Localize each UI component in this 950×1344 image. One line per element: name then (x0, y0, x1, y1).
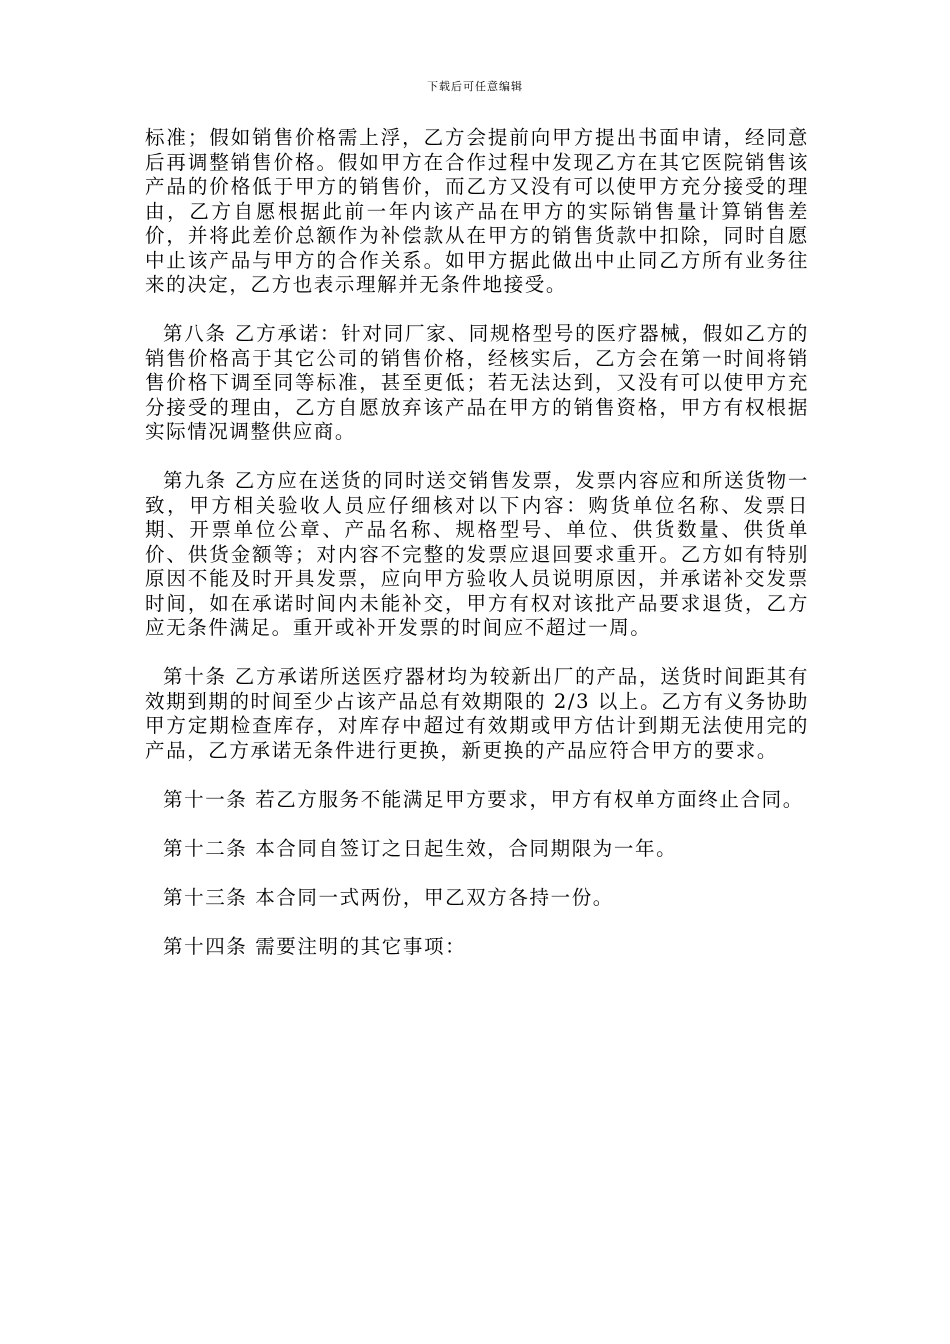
paragraph-article-14: 第十四条 需要注明的其它事项： (163, 934, 467, 958)
page-header: 下载后可任意编辑 (427, 80, 523, 93)
paragraph-article-8: 第八条 乙方承诺：针对同厂家、同规格型号的医疗器械，假如乙方的销售价格高于其它公司的销售价格，经核实后，乙方会在第一时间将销售价格下调至同等标准，甚至更低；若无法达到，又没有可以使甲方充分接受的理由，乙方自愿放弃该产品在甲方的销售资格，甲方有权根据实际情况调整供应商。 (145, 322, 809, 443)
paragraph-article-9: 第九条 乙方应在送货的同时送交销售发票，发票内容应和所送货物一致，甲方相关验收人员应仔细核对以下内容：购货单位名称、发票日期、开票单位公章、产品名称、规格型号、单位、供货数量、供货单价、供货金额等；对内容不完整的发票应退回要求重开。乙方如有特别原因不能及时开具发票，应向甲方验收人员说明原因，并承诺补交发票时间，如在承诺时间内未能补交，甲方有权对该批产品要求退货，乙方应无条件满足。重开或补开发票的时间应不超过一周。 (145, 469, 809, 639)
paragraph-article-13: 第十三条 本合同一式两份，甲乙双方各持一份。 (163, 885, 614, 909)
paragraph-article-11: 第十一条 若乙方服务不能满足甲方要求，甲方有权单方面终止合同。 (163, 787, 804, 811)
paragraph-continued: 标准；假如销售价格需上浮，乙方会提前向甲方提出书面申请，经同意后再调整销售价格。假如甲方在合作过程中发现乙方在其它医院销售该产品的价格低于甲方的销售价，而乙方又没有可以使甲方充分接受的理由，乙方自愿根据此前一年内该产品在甲方的实际销售量计算销售差价，并将此差价总额作为补偿款从在甲方的销售货款中扣除，同时自愿中止该产品与甲方的合作关系。如甲方据此做出中止同乙方所有业务往来的决定，乙方也表示理解并无条件地接受。 (145, 126, 809, 296)
document-body (145, 126, 809, 984)
paragraph-article-12: 第十二条 本合同自签订之日起生效，合同期限为一年。 (163, 836, 678, 860)
paragraph-article-10: 第十条 乙方承诺所送医疗器材均为较新出厂的产品，送货时间距其有效期到期的时间至少占该产品总有效期限的 2/3 以上。乙方有义务协助甲方定期检查库存，对库存中超过有效期或甲方估计到期无法使用完的产品，乙方承诺无条件进行更换，新更换的产品应符合甲方的要求。 (145, 665, 809, 762)
